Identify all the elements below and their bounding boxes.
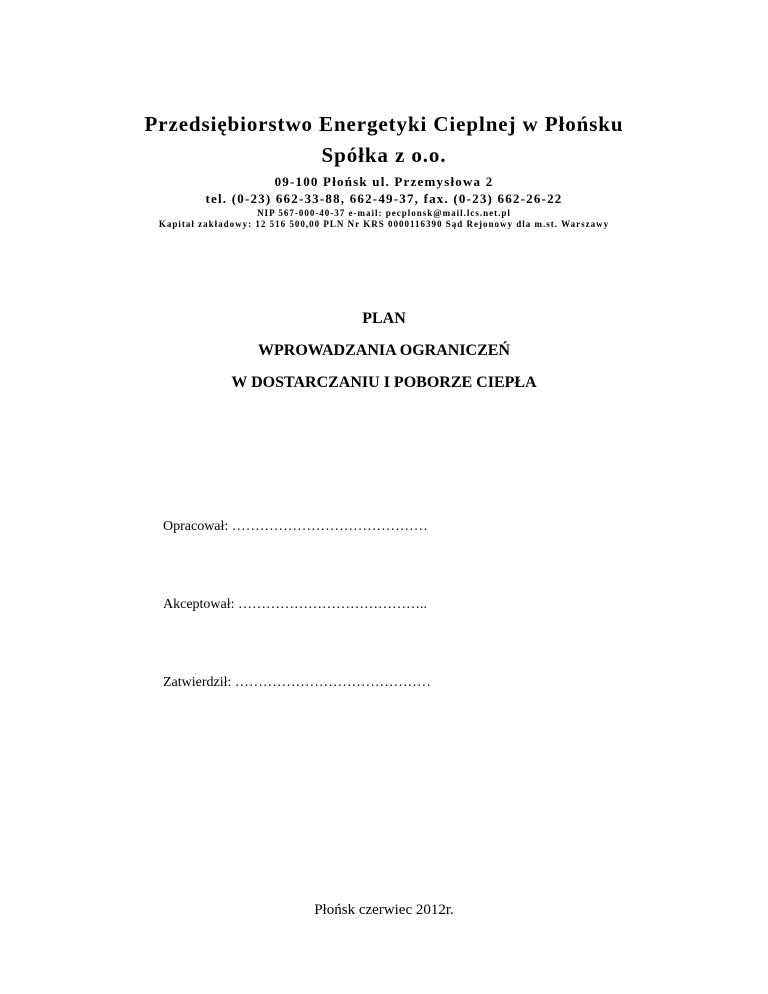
company-phones: tel. (0-23) 662-33-88, 662-49-37, fax. (0-23) 662-26-22 xyxy=(205,191,563,206)
title-line3: W DOSTARCZANIU I POBORZE CIEPŁA xyxy=(231,374,537,391)
company-nip-email: NIP 567-000-40-37 e-mail: pecplonsk@mail.lcs.net.pl xyxy=(257,208,511,218)
approved-by-field: Zatwierdził: …………………………………… xyxy=(163,675,431,690)
title-line2: WPROWADZANIA OGRANICZEŃ xyxy=(257,342,511,359)
accepted-by-field: Akceptował: ………………………………….. xyxy=(163,597,428,612)
company-name-line2: Spółka z o.o. xyxy=(321,143,447,167)
company-name-line1: Przedsiębiorstwo Energetyki Cieplnej w Płońsku xyxy=(144,112,624,136)
place-date: Płońsk czerwiec 2012r. xyxy=(314,902,454,918)
prepared-by-field: Opracował: …………………………………… xyxy=(163,519,428,534)
company-capital: Kapitał zakładowy: 12 516 500,00 PLN Nr KRS 0000116390 Sąd Rejonowy dla m.st. Warszawy xyxy=(158,219,610,229)
company-address: 09-100 Płońsk ul. Przemysłowa 2 xyxy=(274,174,494,189)
title-line1: PLAN xyxy=(362,310,406,327)
